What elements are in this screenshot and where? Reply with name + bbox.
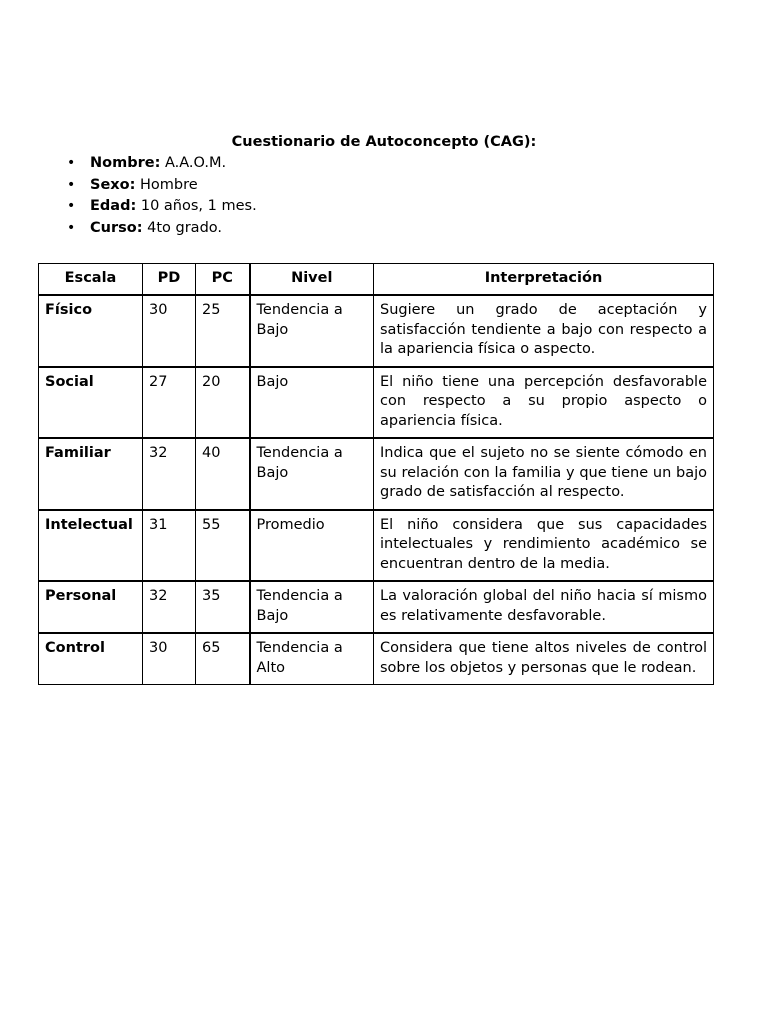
info-label: Sexo: xyxy=(90,176,136,193)
info-value: 10 años, 1 mes. xyxy=(140,198,257,214)
cell-interpretacion: Considera que tiene altos niveles de control sobre los objetos y personas que le rodean. xyxy=(374,633,714,685)
cell-nivel: Bajo xyxy=(250,367,374,439)
cell-pd: 30 xyxy=(143,633,196,685)
cell-escala: Social xyxy=(39,367,143,439)
info-item-nombre xyxy=(62,153,257,175)
cell-interpretacion: Indica que el sujeto no se siente cómodo en su relación con la familia y que tiene un bajo grado de satisfacción al respecto. xyxy=(374,438,714,510)
info-label: Edad: xyxy=(90,198,137,214)
patient-info-list xyxy=(62,153,257,239)
cell-escala: Personal xyxy=(39,581,143,633)
cell-escala: Control xyxy=(39,633,143,685)
table-row xyxy=(39,367,714,439)
cell-escala: Familiar xyxy=(39,438,143,510)
table-header-row xyxy=(39,264,714,296)
cell-nivel: Tendencia a Bajo xyxy=(250,438,374,510)
cell-interpretacion: El niño considera que sus capacidades intelectuales y rendimiento académico se encuentran dentro de la media. xyxy=(374,510,714,582)
info-item-edad xyxy=(62,196,257,218)
info-value: Hombre xyxy=(140,176,198,193)
info-value: 4to grado. xyxy=(147,219,222,236)
cell-pc: 25 xyxy=(196,295,250,367)
header-nivel: Nivel xyxy=(250,264,374,296)
cell-pc: 65 xyxy=(196,633,250,685)
header-pc: PC xyxy=(196,264,250,296)
header-interpretacion: Interpretación xyxy=(374,264,714,296)
bullet-icon: • xyxy=(67,219,76,236)
cell-escala: Intelectual xyxy=(39,510,143,582)
cell-pc: 40 xyxy=(196,438,250,510)
cell-nivel: Tendencia a Alto xyxy=(250,633,374,685)
table-row xyxy=(39,438,714,510)
table-row xyxy=(39,510,714,582)
cell-nivel: Tendencia a Bajo xyxy=(250,295,374,367)
cell-pd: 32 xyxy=(143,581,196,633)
info-item-curso xyxy=(62,218,257,240)
bullet-icon: • xyxy=(67,155,76,171)
bullet-icon: • xyxy=(67,198,76,214)
cell-interpretacion: El niño tiene una percepción desfavorable con respecto a su propio aspecto o apariencia física. xyxy=(374,367,714,439)
info-label: Nombre: xyxy=(90,155,161,171)
table-row xyxy=(39,295,714,367)
bullet-icon: • xyxy=(67,176,76,193)
table-row xyxy=(39,633,714,685)
cell-pd: 31 xyxy=(143,510,196,582)
cell-pc: 20 xyxy=(196,367,250,439)
table-row xyxy=(39,581,714,633)
header-escala: Escala xyxy=(39,264,143,296)
cell-pd: 32 xyxy=(143,438,196,510)
info-label: Curso: xyxy=(90,219,143,236)
cell-pd: 30 xyxy=(143,295,196,367)
cell-nivel: Tendencia a Bajo xyxy=(250,581,374,633)
cell-pd: 27 xyxy=(143,367,196,439)
cell-interpretacion: La valoración global del niño hacia sí mismo es relativamente desfavorable. xyxy=(374,581,714,633)
cell-escala: Físico xyxy=(39,295,143,367)
cell-interpretacion: Sugiere un grado de aceptación y satisfacción tendiente a bajo con respecto a la apariencia física o aspecto. xyxy=(374,295,714,367)
cell-pc: 55 xyxy=(196,510,250,582)
cell-nivel: Promedio xyxy=(250,510,374,582)
results-table xyxy=(38,263,714,685)
cell-pc: 35 xyxy=(196,581,250,633)
info-item-sexo xyxy=(62,175,257,197)
info-value: A.A.O.M. xyxy=(164,155,227,171)
document-title: Cuestionario de Autoconcepto (CAG): xyxy=(231,134,537,150)
header-pd: PD xyxy=(143,264,196,296)
